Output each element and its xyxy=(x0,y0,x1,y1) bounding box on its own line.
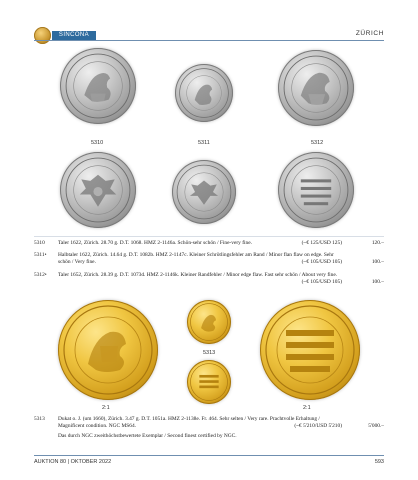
footer-auction-label: AUKTION 80 | OKTOBER 2022 xyxy=(34,459,112,465)
footer-rule xyxy=(34,455,384,456)
page-number: 593 xyxy=(374,459,384,465)
inscription-motif-icon xyxy=(187,360,231,404)
lot-price: 100.– xyxy=(371,279,384,285)
coin-5313-reverse-enlarged xyxy=(260,300,360,400)
lot-price: 100.– xyxy=(371,259,384,265)
section-divider xyxy=(34,236,384,237)
lot-estimate: (~€ 105/USD 105) xyxy=(301,259,342,265)
coin-5313-obverse-enlarged xyxy=(58,300,158,400)
coin-5312-obverse xyxy=(278,50,354,126)
lot-number: 5311• xyxy=(34,252,47,258)
caption-5310: 5310 xyxy=(91,140,104,146)
lot-5313 xyxy=(34,416,384,438)
coin-5310-reverse xyxy=(60,152,136,228)
lot-price: 120.– xyxy=(371,240,384,246)
double-eagle-motif-icon xyxy=(60,152,136,228)
brand-label: SINCONA xyxy=(52,31,96,40)
lot-description: Taler 1652, Zürich. 28.39 g. D.T. 1073d. HMZ 2-1146k. Kleiner Randfehler / Minor edge flaw. Fast sehr schön / About very fine. xyxy=(58,272,338,278)
lot-5310-estimate-row xyxy=(34,240,384,248)
lion-shield-motif-icon xyxy=(175,64,233,122)
lot-estimate: (~€ 5'210/USD 5'210) xyxy=(294,423,342,429)
lot-number: 5312• xyxy=(34,272,47,278)
caption-5311: 5311 xyxy=(198,140,210,146)
lot-note: Das durch NGC zweithöchstbewertete Exemplar / Second finest certified by NGC. xyxy=(58,433,237,439)
scale-label-right: 2:1 xyxy=(303,405,311,411)
lot-number: 5310 xyxy=(34,240,45,246)
coin-5312-reverse xyxy=(278,152,354,228)
coin-5311-obverse xyxy=(175,64,233,122)
lot-estimate: (~€ 125/USD 125) xyxy=(301,240,342,246)
caption-5313: 5313 xyxy=(203,350,216,356)
header-rule xyxy=(34,40,384,41)
lion-shield-motif-icon xyxy=(187,300,231,344)
lot-description: Taler 1622, Zürich. 28.70 g. D.T. 1068. HMZ 2-1146a. Schön-sehr schön / Fine-very fine. xyxy=(58,240,252,246)
coin-5313-obverse xyxy=(187,300,231,344)
lot-5312 xyxy=(34,272,384,288)
lion-shield-motif-icon xyxy=(278,50,354,126)
coin-5310-obverse xyxy=(60,48,136,124)
lot-number: 5313 xyxy=(34,416,45,422)
inscription-motif-icon xyxy=(278,152,354,228)
lion-shield-motif-icon xyxy=(60,48,136,124)
lot-description: Halbtaler 1622, Zürich. 14.64 g. D.T. 1082b. HMZ 2-1147c. Kleiner Schrötlingsfehler am Rand / Minor flan flaw on edge. Sehr schön / Very fine. xyxy=(58,252,334,265)
lot-price: 5'000.– xyxy=(368,423,384,429)
lion-shield-motif-icon xyxy=(58,300,158,400)
lot-estimate: (~€ 105/USD 105) xyxy=(301,279,342,285)
scale-label-left: 2:1 xyxy=(102,405,110,411)
coin-5311-reverse xyxy=(172,160,236,224)
coin-5313-reverse xyxy=(187,360,231,404)
sincona-coin-logo-icon xyxy=(34,27,51,44)
inscription-motif-icon xyxy=(260,300,360,400)
lot-description: Dukat o. J. (um 1660), Zürich. 3.47 g. D.T. 1051a. HMZ 2-1138e. Fr. 464. Sehr selten / Very rare. Prachtvolle Erhaltung / Magnificent condition. NGC MS64. xyxy=(58,416,320,429)
page-header xyxy=(0,0,418,40)
lot-5311 xyxy=(34,252,384,268)
double-eagle-motif-icon xyxy=(172,160,236,224)
caption-5312: 5312 xyxy=(311,140,324,146)
section-title: ZÜRICH xyxy=(355,30,384,37)
